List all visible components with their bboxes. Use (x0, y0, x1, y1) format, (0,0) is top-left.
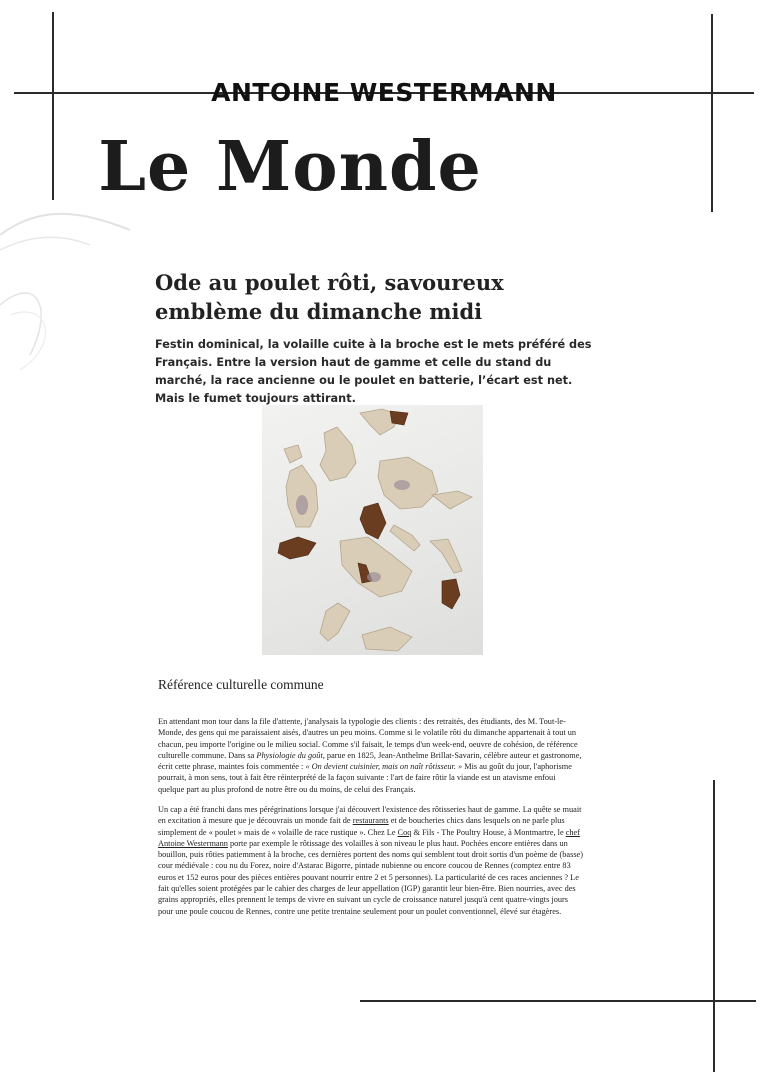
link-restaurants[interactable]: restaurants (352, 816, 389, 826)
article-headline: Ode au poulet rôti, savoureux emblème du dimanche midi (155, 270, 504, 324)
chicken-bones-photo (262, 405, 483, 655)
frame-line-right-top (711, 14, 713, 212)
svg-text:Le Monde: Le Monde (98, 127, 482, 207)
frame-line-right-bottom (713, 780, 715, 1072)
article-standfirst: Festin dominical, la volaille cuite à la broche est le mets préféré des Français. Entre la version haut de gamme et celle du stand du marché, la race ancienne ou le poulet en batterie, l’écart est net. Mais le fumet toujours attirant. (155, 338, 592, 405)
link-coq[interactable]: Coq (397, 827, 412, 837)
decorative-curves (0, 205, 140, 375)
section-title: Référence culturelle commune (158, 677, 324, 692)
link-antoine-westermann[interactable]: Antoine Westermann (158, 838, 228, 848)
link-chef[interactable]: chef (565, 827, 580, 837)
le-monde-logo (98, 118, 482, 210)
frame-line-bottom (360, 1000, 756, 1002)
author-name-header: ANTOINE WESTERMANN (211, 78, 557, 107)
body-paragraph-1: En attendant mon tour dans la file d'attente, j'analysais la typologie des clients : des retraités, des étudiants, des M. Tout-le-Monde, des gens qui me paraissaient aisés, d'autres un peu moins. Comme si le volatile rôti du dimanche appartenait à tout un chacun, peu importe l'origine ou le milieu social. Comme s'il faisait, le temps d'un week-end, oeuvre de cohésion, de référence culturelle commune. Dans sa Physiologie du goût, parue en 1825, Jean-Anthelme Brillat-Savarin, célèbre auteur et gastronome, écrit cette phrase, maintes fois commentée : « On devient cuisinier, mais on naît rôtisseur. » Mis au goût du jour, l'aphorisme pourrait, à mon sens, tout à fait être réinterprété de la façon suivante : l'art de faire rôtir la viande est un atavisme enfoui quelque part au plus profond de notre être ou du moins, de celui des Français. (158, 717, 582, 794)
body-paragraph-2: Un cap a été franchi dans mes pérégrinations lorsque j'ai découvert l'existence des rôtisseries haut de gamme. La quête se muait en excitation à mesure que je découvrais un monde fait de restaurants et de boucheries chics dans lesquels on ne parle plus simplement de « poulet » mais de « volaille de race rustique ». Chez Le Coq & Fils - The Poultry House, à Montmartre, le chef Antoine Westermann porte par exemple le rôtissage des volailles à son niveau le plus haut. Pochées encore entières dans un bouillon, puis rôties patiemment à la broche, ces dernières portent des noms qui semblent tout droit sortis d'un poème de (basse) cour médiévale : cou nu du Forez, noire d'Astarac Bigorre, pintade nubienne ou encore coucou de Rennes (comptez entre 83 euros et 152 euros pour des pièces entières pouvant nourrir entre 2 et 5 personnes). La particularité de ces races anciennes ? Le fait qu'elles soient protégées par le cahier des charges de leur appellation (IGP) garantit leur bien-être. Bien nourries, avec des grains appropriés, elles prennent le temps de vivre en suivant un cycle de croissance naturel jusqu'à cent quatre-vingts jours pour une poule coucou de Rennes, contre une petite trentaine seulement pour un poulet conventionnel, élevé sur étagères. (158, 805, 584, 916)
